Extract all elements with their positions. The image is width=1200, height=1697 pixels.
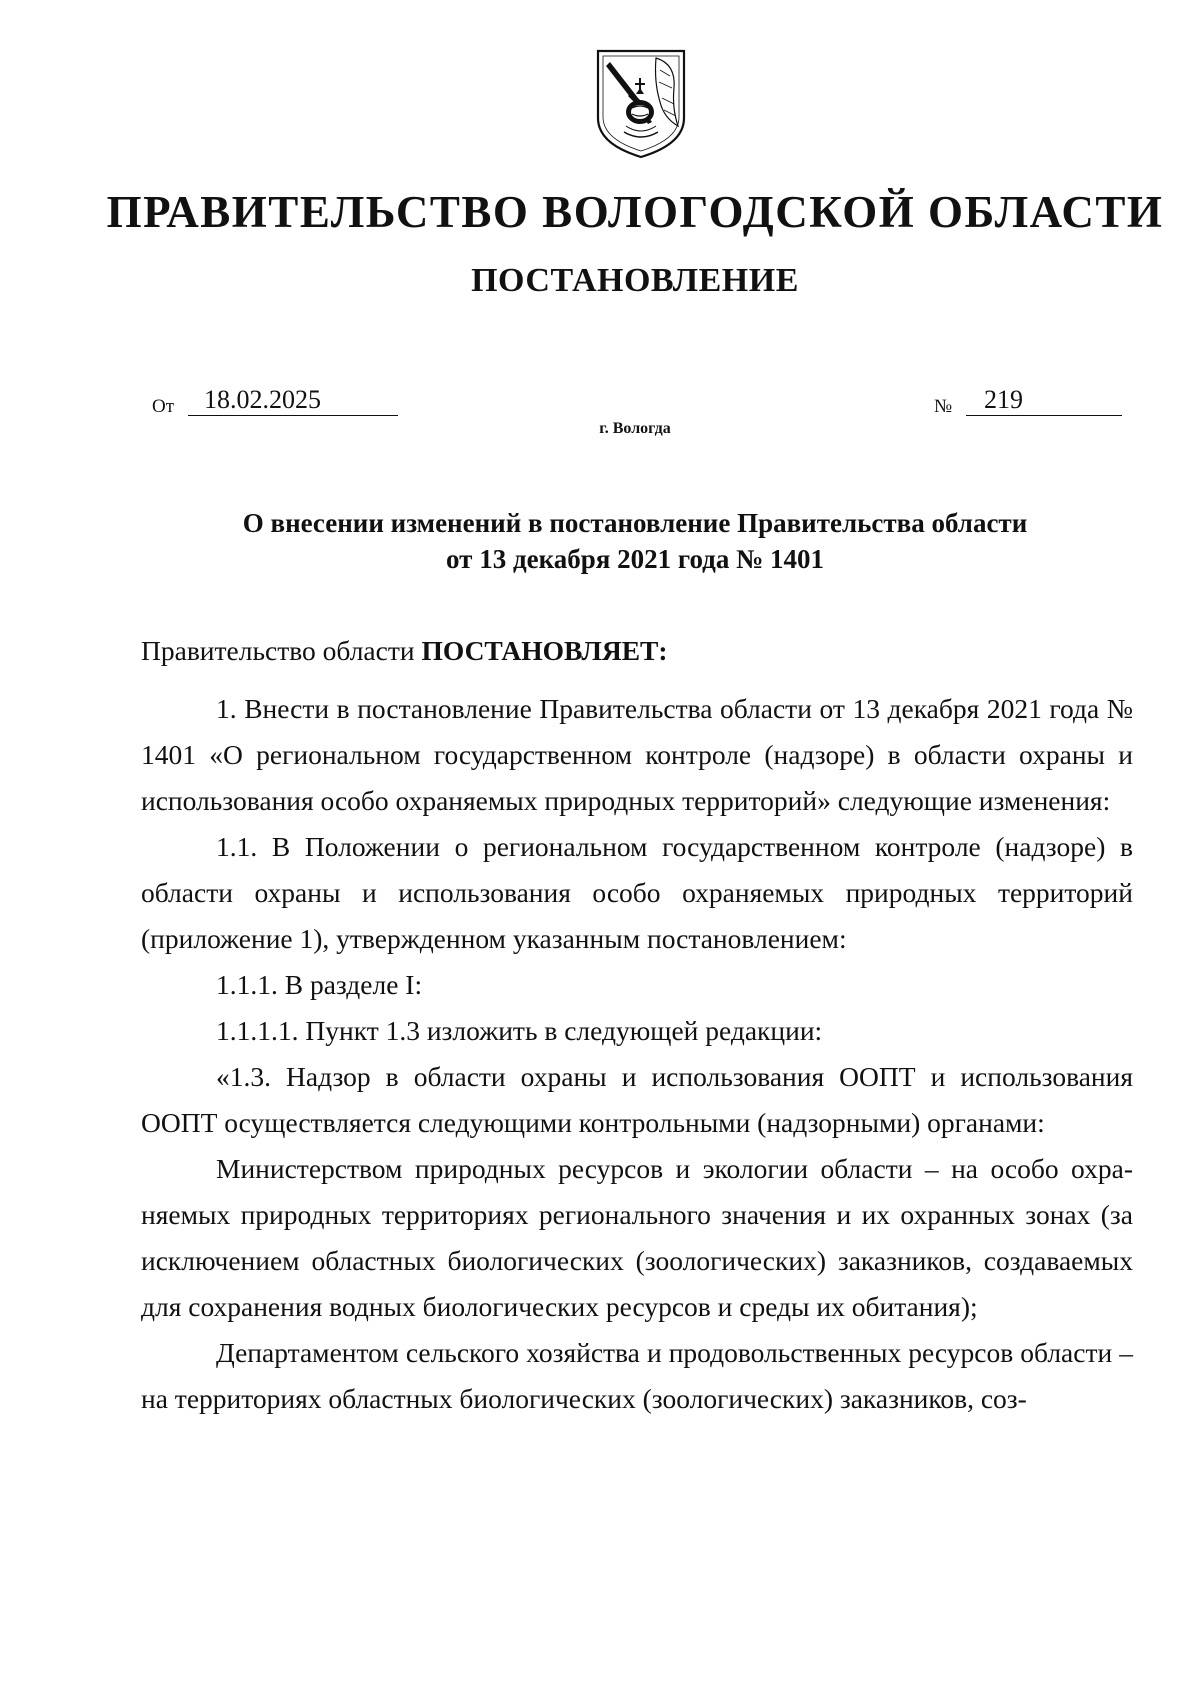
- date-label: От: [152, 396, 175, 417]
- subject-line-2: от 13 декабря 2021 года № 1401: [446, 544, 824, 574]
- paragraph-department: Департаментом сельского хозяйства и продовольственных ресурсов области – на территориях областных биологических (зоологических) заказников, соз-: [141, 1337, 1133, 1414]
- paragraph-1: 1. Внести в постановление Правительства области от 13 декабря 2021 года № 1401 «О региональном государственном контроле (надзоре) в области охраны и использования особо охраняемых природных территорий» следующие изменения:: [141, 693, 1133, 816]
- paragraph-1-1-1: 1.1.1. В разделе I:: [216, 969, 423, 1000]
- document-body: [141, 628, 1133, 1422]
- paragraph-1-3-quote: «1.3. Надзор в области охраны и использования ООПТ и использования ООПТ осуществляется следующими контрольными (надзорными) органами:: [141, 1061, 1133, 1138]
- city: г. Вологда: [599, 420, 671, 437]
- document-type: ПОСТАНОВЛЕНИЕ: [471, 262, 799, 299]
- paragraph-1-1-1-1: 1.1.1.1. Пункт 1.3 изложить в следующей редакции:: [216, 1015, 823, 1046]
- paragraph-1-1: 1.1. В Положении о региональном государственном контроле (надзоре) в области охраны и использования особо охраняемых природных территорий (приложение 1), утвержденном указанным постановлением:: [141, 831, 1133, 954]
- subject-line-1: О внесении изменений в постановление Правительства области: [242, 508, 1028, 538]
- paragraph-ministry: Министерством природных ресурсов и экологии области – на особо охраняемых природных территориях регионального значения и их охранных зонах (за исключением областных биологических (зоологических) заказников, создаваемых для сохранения водных биологических ресурсов и среды их обитания);: [141, 1153, 1133, 1322]
- number-label: №: [934, 396, 953, 417]
- document-subject: [0, 505, 1200, 577]
- document-number: 219: [966, 385, 1122, 416]
- document-date: 18.02.2025: [188, 385, 398, 416]
- preamble-text: Правительство области: [141, 635, 422, 666]
- organization-title: ПРАВИТЕЛЬСТВО ВОЛОГОДСКОЙ ОБЛАСТИ: [106, 187, 1164, 237]
- preamble: [141, 628, 1133, 674]
- coat-of-arms-icon: [594, 48, 688, 160]
- preamble-verb: ПОСТАНОВЛЯЕТ:: [421, 635, 668, 666]
